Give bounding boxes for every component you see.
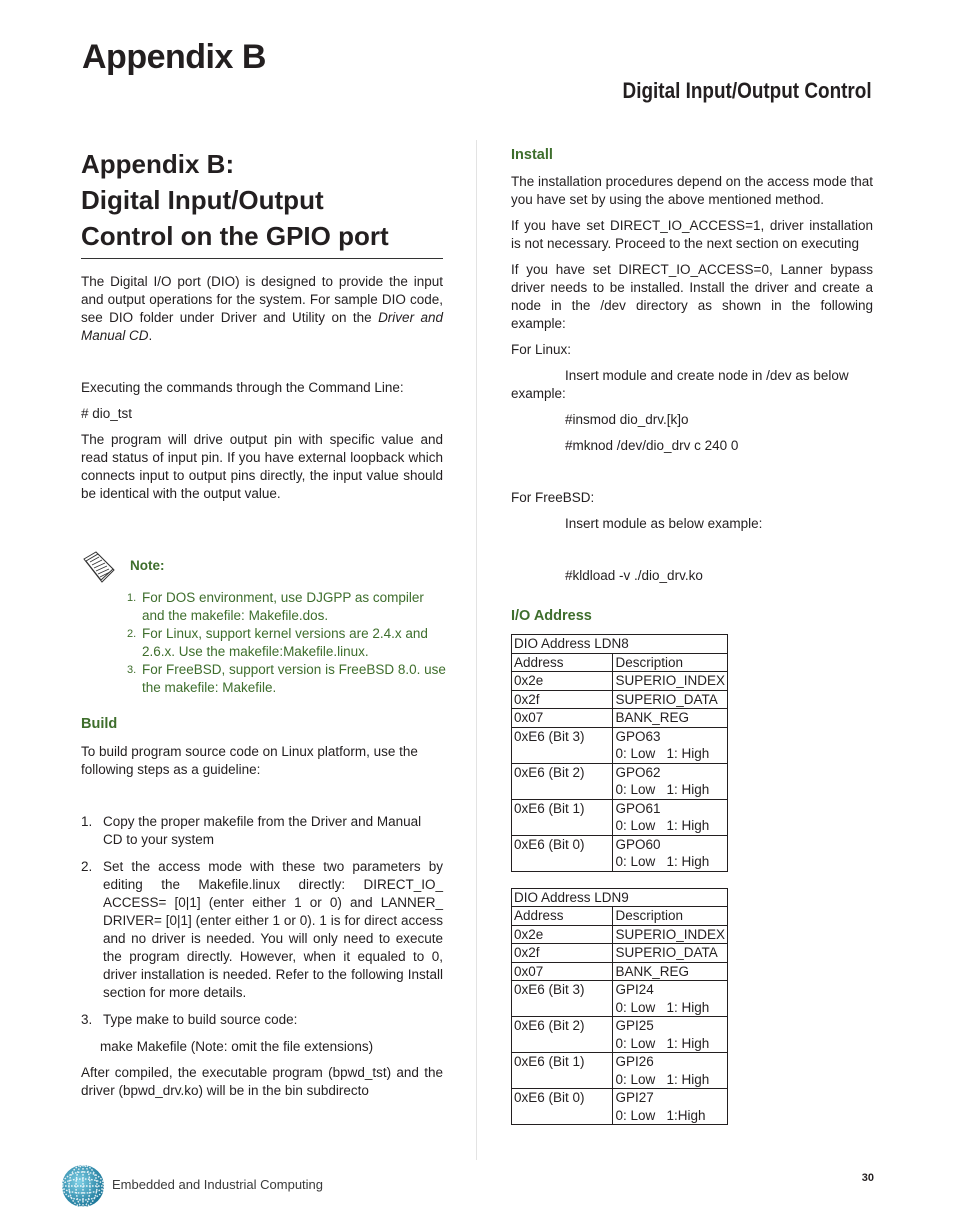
globe-logo-icon <box>61 1164 105 1208</box>
table-header-address: Address <box>512 653 613 672</box>
footer-text: Embedded and Industrial Computing <box>112 1177 324 1192</box>
description-cell <box>613 1017 728 1053</box>
after-compile-text: After compiled, the executable program (bpwd_tst) and the driver (bpwd_drv.ko) will be in the bin subdirecto <box>81 1065 443 1098</box>
description-cell <box>613 1089 728 1125</box>
pin-values: 0: Low 1: High <box>615 854 710 869</box>
linux-insert-text: Insert module and create node in /dev as below example: <box>511 368 849 401</box>
kldload-command: #kldload -v ./dio_drv.ko <box>565 568 703 583</box>
note-text: For Linux, support kernel versions are 2.4.x and 2.6.x. Use the makefile:Makefile.linux. <box>142 626 428 659</box>
table-header-address: Address <box>512 907 613 926</box>
insmod-command: #insmod dio_drv.[k]o <box>565 412 689 427</box>
build-step <box>81 1011 443 1029</box>
description-cell <box>613 799 728 835</box>
note-box <box>81 549 446 695</box>
pin-name: GPI24 <box>615 982 654 997</box>
pin-name: GPO62 <box>615 764 661 780</box>
address-cell: 0xE6 (Bit 3) <box>512 981 613 1017</box>
description-cell: SUPERIO_DATA <box>613 690 728 709</box>
column-divider <box>476 140 477 1160</box>
address-cell: 0xE6 (Bit 2) <box>512 1017 613 1053</box>
table-header-description: Description <box>613 653 728 672</box>
section-title <box>81 146 443 259</box>
make-command: make Makefile (Note: omit the file extensions) <box>100 1039 374 1054</box>
mknod-command: #mknod /dev/dio_drv c 240 0 <box>565 438 739 453</box>
intro-text: The Digital I/O port (DIO) is designed to provide the input and output operations for the system. For sample DIO code, see DIO folder under Driver and Utility on the <box>81 274 443 325</box>
description-cell <box>613 763 728 799</box>
address-cell: 0xE6 (Bit 0) <box>512 1089 613 1125</box>
build-step <box>81 858 443 1002</box>
address-cell: 0x07 <box>512 962 613 981</box>
intro-paragraph <box>81 273 443 345</box>
address-cell: 0xE6 (Bit 1) <box>512 799 613 835</box>
description-cell: SUPERIO_INDEX <box>613 672 728 691</box>
pin-name: GPO60 <box>615 836 661 852</box>
address-cell: 0x2e <box>512 925 613 944</box>
description-cell: BANK_REG <box>613 962 728 981</box>
note-number: 1. <box>127 592 137 604</box>
step-number: 1. <box>81 814 93 829</box>
freebsd-insert-text: Insert module as below example: <box>565 516 763 531</box>
description-cell <box>613 981 728 1017</box>
pin-name: GPI25 <box>615 1018 654 1033</box>
page-number: 30 <box>861 1172 874 1184</box>
note-text: For DOS environment, use DJGPP as compiler and the makefile: Makefile.dos. <box>142 590 424 623</box>
pin-name: GPO63 <box>615 728 661 744</box>
build-intro: To build program source code on Linux platform, use the following steps as a guideline: <box>81 744 418 777</box>
description-cell <box>613 1053 728 1089</box>
pin-values: 0: Low 1: High <box>615 818 710 833</box>
page-header-subtitle: Digital Input/Output Control <box>622 78 872 103</box>
install-paragraph-2: If you have set DIRECT_IO_ACCESS=1, driver installation is not necessary. Proceed to the next section on executing <box>511 218 873 251</box>
intro-cd-name: Driver and Manual CD <box>81 310 443 343</box>
note-text: For FreeBSD, support version is FreeBSD 8.0. use the makefile: Makefile. <box>142 662 446 695</box>
pin-name: GPI26 <box>615 1054 654 1069</box>
for-freebsd-label: For FreeBSD: <box>511 490 595 505</box>
build-heading: Build <box>81 716 118 732</box>
install-paragraph-3: If you have set DIRECT_IO_ACCESS=0, Lanner bypass driver needs to be installed. Install the driver and create a node in the /dev directory as shown in the following example: <box>511 262 873 331</box>
pin-values: 0: Low 1: High <box>615 1035 710 1051</box>
description-cell <box>613 835 728 871</box>
description-cell: BANK_REG <box>613 709 728 728</box>
step-text: Type make to build source code: <box>103 1012 298 1027</box>
install-heading: Install <box>511 147 553 163</box>
note-label: Note: <box>130 558 165 573</box>
address-cell: 0x2f <box>512 690 613 709</box>
pin-values: 0: Low 1:High <box>615 1107 706 1123</box>
exec-line: Executing the commands through the Command Line: <box>81 380 404 395</box>
command-line: # dio_tst <box>81 406 133 421</box>
address-cell: 0x2e <box>512 672 613 691</box>
address-cell: 0xE6 (Bit 1) <box>512 1053 613 1089</box>
io-address-heading: I/O Address <box>511 608 592 624</box>
install-paragraph-1: The installation procedures depend on the access mode that you have set by using the above mentioned method. <box>511 174 873 207</box>
build-step <box>81 813 443 849</box>
address-cell: 0x2f <box>512 944 613 963</box>
build-steps <box>81 813 443 1029</box>
note-number: 3. <box>127 664 137 676</box>
step-text: Set the access mode with these two parameters by editing the Makefile.linux directly: DIRECT_IO_ ACCESS= [0|1] (enter either 1 or 0) and LANNER_ DRIVER= [0|1] (enter either 1 or 0). 1 is for direct access and no driver is needed. You will only need to execute the program directly. However, when it equaled to 0, driver installation is needed. Refer to the following Install section for more details. <box>103 859 443 1000</box>
pin-values: 0: Low 1: High <box>615 1071 710 1087</box>
pin-name: GPO61 <box>615 800 661 816</box>
description-cell: SUPERIO_DATA <box>613 944 728 963</box>
note-item <box>127 589 447 625</box>
section-title-line-1: Appendix B: <box>81 149 235 179</box>
program-description: The program will drive output pin with specific value and read status of input pin. If you have external loopback which connects input to output pins directly, the input value should be identical with the output value. <box>81 432 443 501</box>
dio-table-ldn8 <box>511 634 728 872</box>
right-column <box>511 146 873 1141</box>
table-caption: DIO Address LDN8 <box>512 635 728 654</box>
description-cell <box>613 727 728 763</box>
address-cell: 0xE6 (Bit 0) <box>512 835 613 871</box>
note-item <box>127 625 447 661</box>
section-title-line-3: Control on the GPIO port <box>81 221 389 251</box>
intro-text-end: . <box>148 328 153 343</box>
note-item <box>127 661 447 697</box>
pin-values: 0: Low 1: High <box>615 746 710 761</box>
table-caption: DIO Address LDN9 <box>512 888 728 907</box>
pin-values: 0: Low 1: High <box>615 782 710 797</box>
note-list <box>127 589 447 697</box>
pin-values: 0: Low 1: High <box>615 999 710 1015</box>
dio-table-ldn9 <box>511 888 728 1126</box>
step-number: 2. <box>81 859 93 874</box>
page-header-title: Appendix B <box>82 38 266 76</box>
pin-name: GPI27 <box>615 1090 654 1105</box>
note-number: 2. <box>127 628 137 640</box>
description-cell: SUPERIO_INDEX <box>613 925 728 944</box>
note-paper-icon <box>81 549 117 585</box>
left-column <box>81 146 446 1108</box>
address-cell: 0x07 <box>512 709 613 728</box>
table-header-description: Description <box>613 907 728 926</box>
section-title-line-2: Digital Input/Output <box>81 185 324 215</box>
address-cell: 0xE6 (Bit 2) <box>512 763 613 799</box>
for-linux-label: For Linux: <box>511 342 572 357</box>
step-number: 3. <box>81 1012 93 1027</box>
address-cell: 0xE6 (Bit 3) <box>512 727 613 763</box>
step-text: Copy the proper makefile from the Driver and Manual CD to your system <box>103 814 422 847</box>
